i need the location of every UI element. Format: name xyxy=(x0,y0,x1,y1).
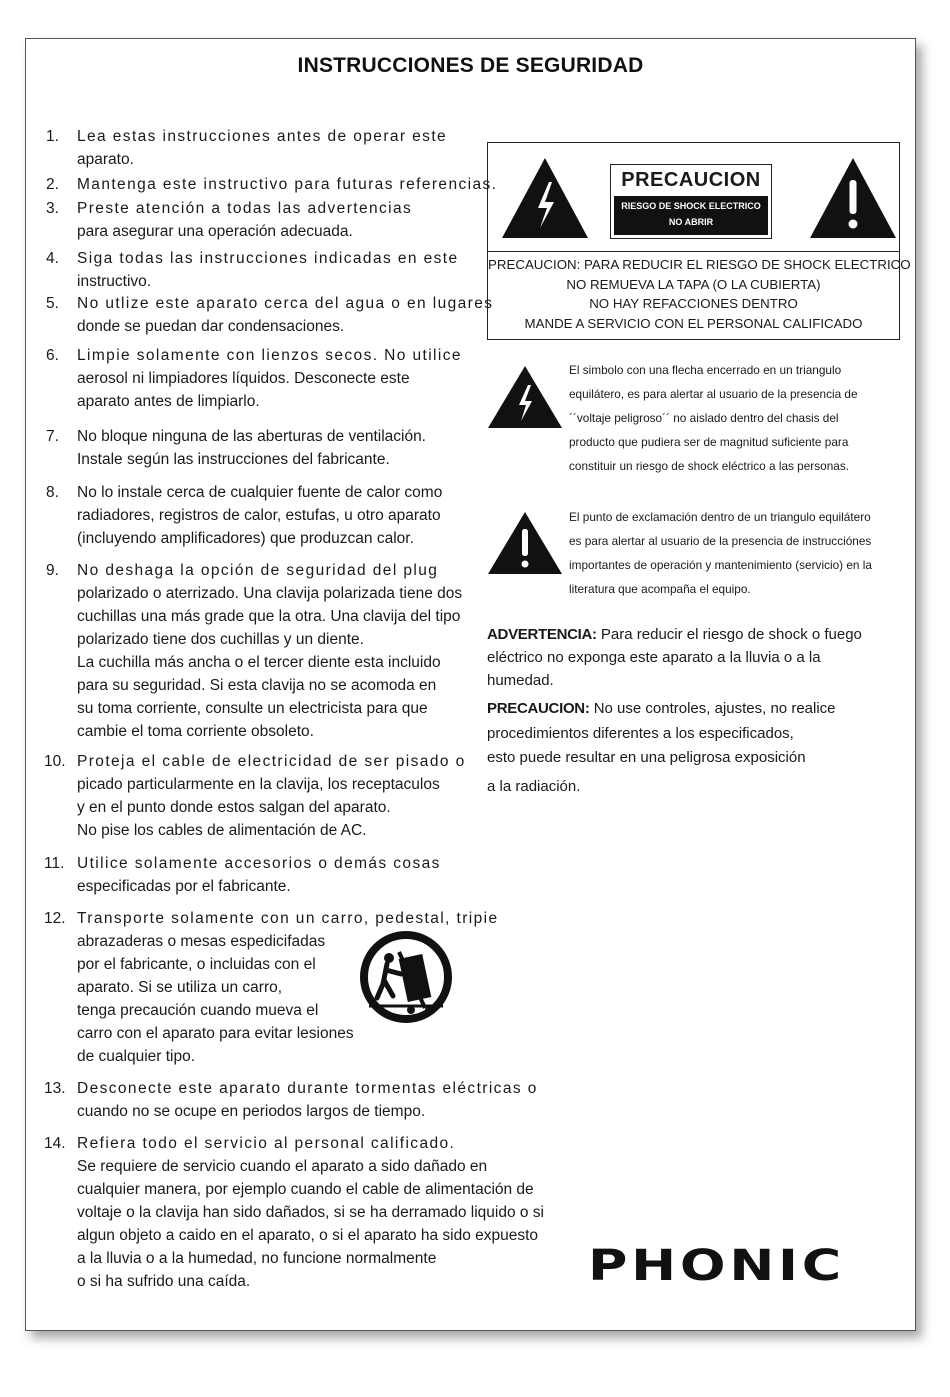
caution-text: PRECAUCION: PARA REDUCIR EL RIESGO DE SHOCK ELECTRICO NO REMUEVA LA TAPA (O LA CUBIERTA) NO HAY REFACCIONES DENTRO MANDE A SERVICIO CON EL PERSONAL CALIFICADO xyxy=(488,257,911,331)
lightning-triangle-icon xyxy=(500,156,590,240)
instruction-item: 2. Mantenga este instructivo para futuras referencias. xyxy=(46,176,498,193)
phonic-logo: PHONIC xyxy=(588,1241,846,1291)
precaucion-label-bar: RIESGO DE SHOCK ELECTRICO NO ABRIR xyxy=(614,196,768,235)
exclamation-triangle-icon xyxy=(808,156,898,240)
advertencia-block: ADVERTENCIA: Para reducir el riesgo de shock o fuego eléctrico no exponga este aparato a la lluvia o a la humedad. xyxy=(487,626,862,689)
page-title: INSTRUCCIONES DE SEGURIDAD xyxy=(297,54,644,77)
instruction-item: 1. Lea estas instrucciones antes de operar este aparato. xyxy=(46,128,448,168)
instruction-item: 4. Siga todas las instrucciones indicadas en este instructivo. xyxy=(46,250,459,290)
exclamation-description: El punto de exclamación dentro de un triangulo equilátero es para alertar al usuario de la presencia de instrucciónes importantes de operación y mantenimiento (servicio) en la literatura que acompaña el equipo. xyxy=(569,510,872,596)
precaucion-label: PRECAUCION RIESGO DE SHOCK ELECTRICO NO ABRIR xyxy=(610,164,772,239)
instruction-item: 10. Proteja el cable de electricidad de ser pisado o picado particularmente en la clavija, los receptaculos y en el punto donde estos salgan del aparato. No pise los cables de alimentación de AC. xyxy=(44,753,466,839)
instruction-item: 14. Refiera todo el servicio al personal calificado. Se requiere de servicio cuando el aparato a sido dañado en cualquier manera, por ejemplo cuando el cable de alimentación de voltaje o la clavija han sido dañados, si se ha derramado liquido o si algun objeto a caido en el aparato, o si el aparato ha sido expuesto a la lluvia o a la humedad, no funcione normalmente o si ha sufrido una caída. xyxy=(44,1135,545,1290)
instruction-item: 11. Utilice solamente accesorios o demás cosas especificadas por el fabricante. xyxy=(44,855,441,895)
precaucion-block: PRECAUCION: No use controles, ajustes, no realice procedimientos diferentes a los especificados, esto puede resultar en una peligrosa exposición a la radiación. xyxy=(487,700,836,795)
instruction-item: 7. No bloque ninguna de las aberturas de ventilación. Instale según las instrucciones del fabricante. xyxy=(46,428,426,468)
safety-page xyxy=(25,38,916,1331)
lightning-description: El simbolo con una flecha encerrado en un triangulo equilátero, es para alertar al usuario de la presencia de ´´voltaje peligroso´´ no aislado dentro del chasis del producto que pudiera ser de magnitud suficiente para constituir un riesgo de shock eléctrico a las personas. xyxy=(569,363,858,473)
instruction-item: 3. Preste atención a todas las advertencias para asegurar una operación adecuada. xyxy=(46,200,413,240)
instruction-item: 12. Transporte solamente con un carro, pedestal, tripie abrazaderas o mesas espedicifadas por el fabricante, o incluidas con el aparato. Si se utiliza un carro, tenga precaución cuando mueva el carro con el aparato para evitar lesiones de cualquier tipo. xyxy=(44,910,499,1065)
lightning-triangle-icon xyxy=(487,365,563,429)
instruction-item: 6. Limpie solamente con lienzos secos. No utilice aerosol ni limpiadores líquidos. Desconecte este aparato antes de limpiarlo. xyxy=(46,347,462,410)
cart-warning-icon xyxy=(359,930,453,1024)
caution-box xyxy=(487,142,911,340)
caution-divider xyxy=(488,251,899,252)
exclamation-triangle-icon xyxy=(487,511,563,575)
instruction-item: 9. No deshaga la opción de seguridad del plug polarizado o aterrizado. Una clavija polarizada tiene dos cuchillas una más grade que la otra. Una clavija del tipo polarizado tiene dos cuchillas y un diente. La cuchilla más ancha o el tercer diente esta incluido para su seguridad. Si esta clavija no se acomoda en su toma corriente, consulte un electricista para que cambie el toma corriente obsoleto. xyxy=(46,562,463,740)
instruction-item: 5. No utlize este aparato cerca del agua o en lugares donde se puedan dar condensaciones. xyxy=(46,295,494,335)
instruction-item: 13. Desconecte este aparato durante tormentas eléctricas o cuando no se ocupe en periodos largos de tiempo. xyxy=(44,1080,538,1120)
instruction-item: 8. No lo instale cerca de cualquier fuente de calor como radiadores, registros de calor, estufas, u otro aparato (incluyendo amplificadores) que produzcan calor. xyxy=(46,484,443,547)
